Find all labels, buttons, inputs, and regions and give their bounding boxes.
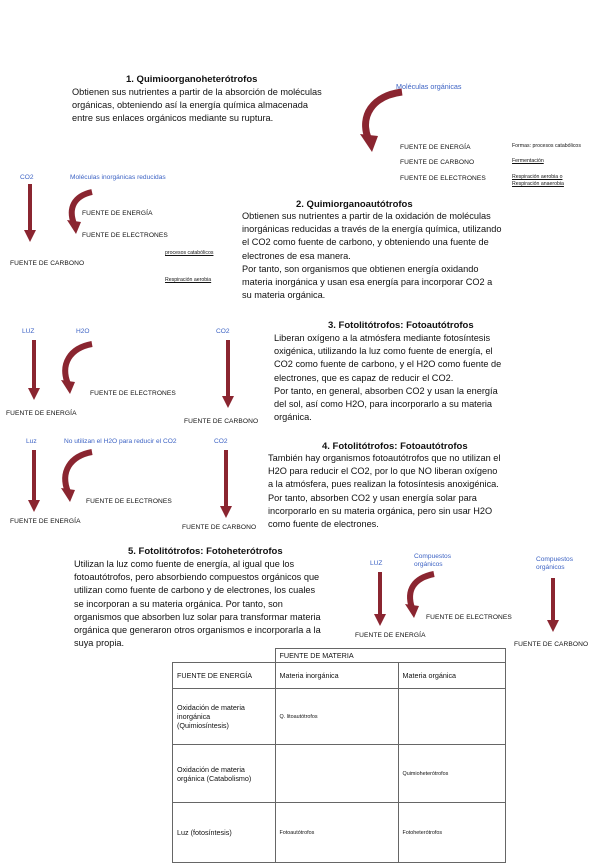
text-line: Por tanto, absorben CO2 y usan energía solar para [268,492,477,503]
compound-line: Compuestos [536,556,574,563]
s2-label-carbon: FUENTE DE CARBONO [10,260,85,267]
s4-label-electrons: FUENTE DE ELECTRONES [86,498,172,505]
table-row [173,689,506,745]
table-row [173,803,506,863]
section4-heading: 4. Fotolitótrofos: Fotoautótrofos [322,441,468,452]
col-energy: FUENTE DE ENERGÍA [173,663,276,689]
s4-luz-arrow [26,448,46,516]
text-line: su materia orgánica. [242,290,326,301]
text-line: electrones de esa manera. [242,250,351,261]
row-label [173,745,276,803]
s5-compounds-arrow [545,576,565,636]
s4-luz-label: Luz [26,438,37,445]
text-line: entre sus enlaces orgánicos mediante su ruptura. [72,113,274,124]
section3-heading: 3. Fotolitótrofos: Fotoautótrofos [328,320,474,331]
s2-source-label: Moléculas inorgánicas reducidas [70,174,166,181]
s5-luz-label: LUZ [370,560,383,567]
text-line: suya propia. [74,638,125,649]
s3-co2-arrow [220,338,240,412]
row-label-line: Oxidación de materia [177,703,245,712]
text-line: Obtienen sus nutrientes a partir de la oxidación de moléculas [242,211,491,221]
s1-note: Formas: procesos catabólicos [512,143,581,149]
text-line: Liberan oxígeno a la atmósfera mediante fotosíntesis [274,333,491,343]
s5-label-energy: FUENTE DE ENERGÍA [355,632,426,639]
row-label-line: orgánica (Catabolismo) [177,773,252,783]
text-line: incorporarlo en su materia orgánica, pero sin usar H2O [268,505,493,516]
s3-luz-label: LUZ [22,328,35,335]
row-label-line: inorgánica [177,712,211,721]
text-line: Obtienen sus nutrientes a partir de la absorción de moléculas [72,87,322,97]
text-line: se incorporan a su materia orgánica. Por tanto, son [74,598,283,609]
s1-label-energy: FUENTE DE ENERGÍA [400,144,471,151]
text-line: fotoautótrofos, pero absorbiendo compuestos orgánicos que [74,572,320,583]
cell-inorganic: Q. litoautótrofos [275,689,398,745]
text-line: H2O para reducir el CO2, por lo que NO liberan oxígeno [268,466,498,477]
s5-compounds-right [536,556,573,572]
text-line: inorgánicas reducidas a través de la energía química, utilizando [242,224,502,235]
s1-label-carbon: FUENTE DE CARBONO [400,159,475,166]
table-header-row [173,649,506,663]
compound-line: orgánicos [414,561,443,568]
s4-co2-label: CO2 [214,438,228,445]
s1-note: Respiración anaerobia [512,181,564,187]
section1-text [72,86,372,126]
section5-text [74,558,364,650]
compound-line: orgánicos [536,564,565,571]
section2-heading: 2. Quimiorganoautótrofos [296,199,413,210]
s4-label-carbon: FUENTE DE CARBONO [182,524,257,531]
s5-label-electrons: FUENTE DE ELECTRONES [426,614,512,621]
table-columns-row [173,663,506,689]
s3-co2-label: CO2 [216,328,230,335]
section5-heading: 5. Fotolitótrofos: Fotoheterótrofos [128,546,283,557]
row-label [173,803,276,863]
s1-note: Respiración aerobia o [512,174,563,180]
table-row [173,745,506,803]
s5-luz-arrow [372,570,392,630]
text-line: orgánica que generaron otros organismos e incorporarla a la [74,625,321,636]
compound-line: Compuestos [414,553,452,560]
s3-h2o-label: H2O [76,328,90,335]
text-line: utilizan como fuente de carbono y de electrones, los cuales [74,585,316,596]
s2-note: procesos catabólicos [165,250,214,256]
s3-luz-arrow [26,338,46,404]
text-line: orgánica. [274,412,312,423]
text-line: organismos que absorben luz solar para transformar materia [74,611,321,622]
s2-label-electrons: FUENTE DE ELECTRONES [82,232,168,239]
col-inorganic: Materia inorgánica [275,663,398,689]
cell-inorganic [275,745,398,803]
section1-heading: 1. Quimioorganoheterótrofos [126,74,258,85]
row-label-line: Luz (fotosíntesis) [177,828,232,837]
text-line: del sol, así como H2O, para incorporarlo a su materia [274,399,493,410]
row-label [173,689,276,745]
s4-co2-arrow [218,448,238,522]
s1-label-electrons: FUENTE DE ELECTRONES [400,175,486,182]
s1-source-label: Moléculas orgánicas [396,82,462,91]
cell-organic: Quimioheterótrofos [398,745,506,803]
s3-label-carbon: FUENTE DE CARBONO [184,418,259,425]
text-line: Utilizan la luz como fuente de energía, al igual que los [74,559,295,569]
cell-organic: Fotoheterótrofos [398,803,506,863]
text-line: orgánicas, obteniendo así la energía química almacenada [72,100,308,111]
text-line: materia inorgánica y usan esa energía para incorporar CO2 a [242,277,493,288]
text-line: el CO2 como fuente de carbono, y obteniendo una fuente de [242,237,489,248]
section3-text [274,332,544,424]
text-line: electrones, que es capaz de reducir el CO2. [274,372,454,383]
s1-note: Fermentación [512,158,544,164]
s1-curved-arrow [350,86,410,166]
text-line: También hay organismos fotoautótrofos que no utilizan el [268,453,501,463]
row-label-line: (Quimiosíntesis) [177,721,229,730]
s2-label-energy: FUENTE DE ENERGÍA [82,210,153,217]
text-line: como fuente de electrones. [268,519,379,530]
text-line: CO2 como fuente de carbono, y el H2O como fuente de [274,359,502,370]
s3-label-energy: FUENTE DE ENERGÍA [6,410,77,417]
text-line: Por tanto, en general, absorben CO2 y usan la energía [274,385,498,396]
s3-label-electrons: FUENTE DE ELECTRONES [90,390,176,397]
s2-co2-label: CO2 [20,174,34,181]
s4-note-label: No utilizan el H2O para reducir el CO2 [64,438,177,445]
s2-note: Respiración aerobia [165,277,212,283]
s4-label-energy: FUENTE DE ENERGÍA [10,518,81,525]
cell-organic [398,689,506,745]
nutrition-table [172,648,506,863]
section2-text [242,210,542,302]
text-line: oxigénica, utilizando la luz como fuente de energía, el [274,346,493,357]
table-corner [173,649,276,663]
row-label-line: Oxidación de materia [177,764,245,774]
s5-compounds-top [414,553,451,569]
cell-inorganic: Fotoautótrofos [275,803,398,863]
table-header: FUENTE DE MATERIA [275,649,506,663]
text-line: a la atmósfera, pues realizan la fotosíntesis anoxigénica. [268,479,499,490]
col-organic: Materia orgánica [398,663,506,689]
s5-label-carbon: FUENTE DE CARBONO [514,641,589,648]
s2-down-arrow [22,182,42,246]
text-line: Por tanto, son organismos que obtienen energía oxidando [242,263,479,274]
section4-text [268,452,548,531]
